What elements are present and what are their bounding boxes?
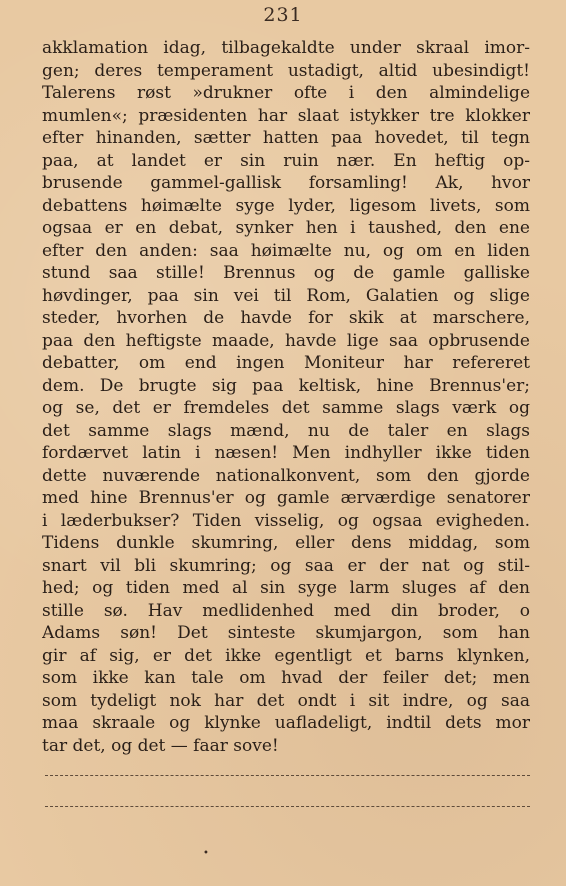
- text-line: Tidens dunkle skumring, eller dens middag, som: [42, 533, 530, 553]
- text-line-last: tar det, og det — faar sove!: [42, 735, 279, 756]
- body-text: [42, 37, 530, 757]
- text-line: og se, det er fremdeles det samme slags værk og: [42, 398, 530, 418]
- text-line: i læderbukser? Tiden visselig, og ogsaa evigheden.: [42, 510, 530, 531]
- text-line: dem. De brugte sig paa keltisk, hine Brennus'er;: [42, 375, 530, 396]
- text-line: som ikke kan tale om hvad der feiler det; men: [42, 668, 530, 688]
- text-line: snart vil bli skumring; og saa er der nat og stil-: [42, 555, 530, 576]
- text-line: fordærvet latin i næsen! Men indhyller ikke tiden: [42, 443, 530, 463]
- text-line: debattens høimælte syge lyder, ligesom livets, som: [42, 195, 530, 216]
- dashed-separator: [45, 775, 530, 777]
- text-line: ogsaa er en debat, synker hen i taushed, den ene: [42, 218, 530, 238]
- text-line: Talerens røst »drukner ofte i den almindelige: [42, 83, 530, 103]
- page-ornament: •: [203, 848, 209, 859]
- text-line: efter den anden: saa høimælte nu, og om en liden: [42, 240, 530, 261]
- text-line: gen; deres temperament ustadigt, altid ubesindigt!: [42, 60, 530, 81]
- text-line: paa den heftigste maade, havde lige saa opbrusende: [42, 330, 530, 351]
- text-line: brusende gammel-gallisk forsamling! Ak, hvor: [42, 173, 530, 193]
- text-line: det samme slags mænd, nu de taler en slags: [42, 420, 530, 441]
- text-line: gir af sig, er det ikke egentligt et barns klynken,: [42, 645, 530, 666]
- text-line: efter hinanden, sætter hatten paa hovedet, til tegn: [42, 128, 530, 148]
- text-line: som tydeligt nok har det ondt i sit indre, og saa: [42, 690, 530, 711]
- text-line: høvdinger, paa sin vei til Rom, Galatien og slige: [42, 285, 530, 306]
- text-line: stund saa stille! Brennus og de gamle galliske: [42, 263, 530, 283]
- text-line: debatter, om end ingen Moniteur har refereret: [42, 353, 530, 373]
- text-line: hed; og tiden med al sin syge larm sluges af den: [42, 578, 530, 598]
- dashed-separator: [45, 806, 530, 808]
- text-line: mumlen«; præsidenten har slaat istykker tre klokker: [42, 105, 530, 126]
- text-line: dette nuværende nationalkonvent, som den gjorde: [42, 465, 530, 486]
- text-line: paa, at landet er sin ruin nær. En heftig op-: [42, 150, 530, 171]
- text-line: stille sø. Hav medlidenhed med din broder, o: [42, 600, 530, 621]
- text-line: steder, hvorhen de havde for skik at marschere,: [42, 308, 530, 328]
- page-number: 231: [263, 4, 303, 26]
- text-line: med hine Brennus'er og gamle ærværdige senatorer: [42, 488, 530, 508]
- text-line: akklamation idag, tilbagekaldte under skraal imor-: [42, 38, 530, 58]
- text-line: Adams søn! Det sinteste skumjargon, som han: [42, 623, 530, 643]
- text-line: maa skraale og klynke uafladeligt, indtil dets mor: [42, 713, 530, 733]
